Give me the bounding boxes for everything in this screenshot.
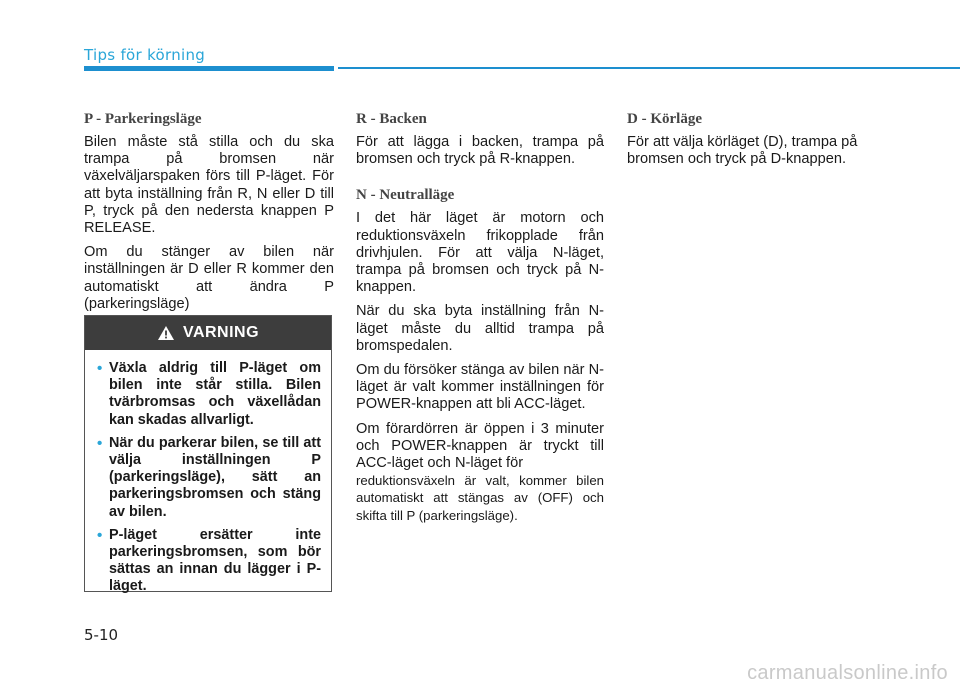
bullet-icon: • [97,526,103,544]
paragraph: Om förardörren är öppen i 3 minuter och POWER-knappen är tryckt till ACC-läget och N-läget för [356,420,604,472]
page-number: 5-10 [84,626,119,644]
paragraph: För att välja körläget (D), trampa på bromsen och tryck på D-knappen. [627,134,858,168]
column-right [627,110,877,175]
watermark: carmanualsonline.info [747,662,948,684]
paragraph: När du ska byta inställning från N-läget måste du alltid trampa på bromspedalen. [356,303,604,354]
section-title: Tips för körning [84,46,206,64]
warning-list [85,350,331,596]
paragraph: Om du stänger av bilen när inställningen är D eller R kommer den automatiskt att ändra P (parkeringsläge) [84,244,334,312]
column-middle [356,110,604,531]
warning-item [99,435,321,521]
warning-item [99,527,321,596]
column-left [84,110,334,320]
heading-d-mode: D - Körläge [627,111,702,127]
paragraph: Om du försöker stänga av bilen när N-läget är valt kommer inställningen för POWER-knappen att bli ACC-läget. [356,362,604,413]
paragraph: I det här läget är motorn och reduktionsväxeln frikopplade från drivhjulen. För att välja N-läget, trampa på bromsen och tryck på N-knappen. [356,210,604,296]
paragraph: reduktionsväxeln är valt, kommer bilen automatiskt att stängas av (OFF) och skifta till P (parkeringsläge). [356,473,604,523]
warning-item [99,360,321,429]
header-rule [338,67,960,69]
heading-p-mode: P - Parkeringsläge [84,111,202,127]
paragraph: För att lägga i backen, trampa på bromsen och tryck på R-knappen. [356,134,604,168]
header-accent-bar [84,66,334,71]
heading-r-mode: R - Backen [356,111,427,127]
warning-item-text: När du parkerar bilen, se till att välja inställningen P (parkeringsläge), sätt an parkeringsbromsen och stäng av bilen. [109,434,321,520]
warning-header [85,316,331,350]
warning-item-text: Växla aldrig till P-läget om bilen inte står stilla. Bilen tvärbromsas och växellådan kan skadas allvarligt. [109,360,321,428]
warning-box [84,315,332,595]
bullet-icon: • [97,434,103,452]
bullet-icon: • [97,360,103,377]
warning-triangle-icon [157,325,175,341]
paragraph: Bilen måste stå stilla och du ska trampa på bromsen när växelväljarspaken förs till P-läget. För att byta inställning från R, N eller D till P, tryck på den nedersta knappen P RELEASE. [84,134,334,237]
warning-label: VARNING [182,324,260,341]
warning-item-text: P-läget ersätter inte parkeringsbromsen, som bör sättas an innan du lägger i P-läget. [109,526,321,595]
heading-n-mode: N - Neutralläge [356,187,455,204]
